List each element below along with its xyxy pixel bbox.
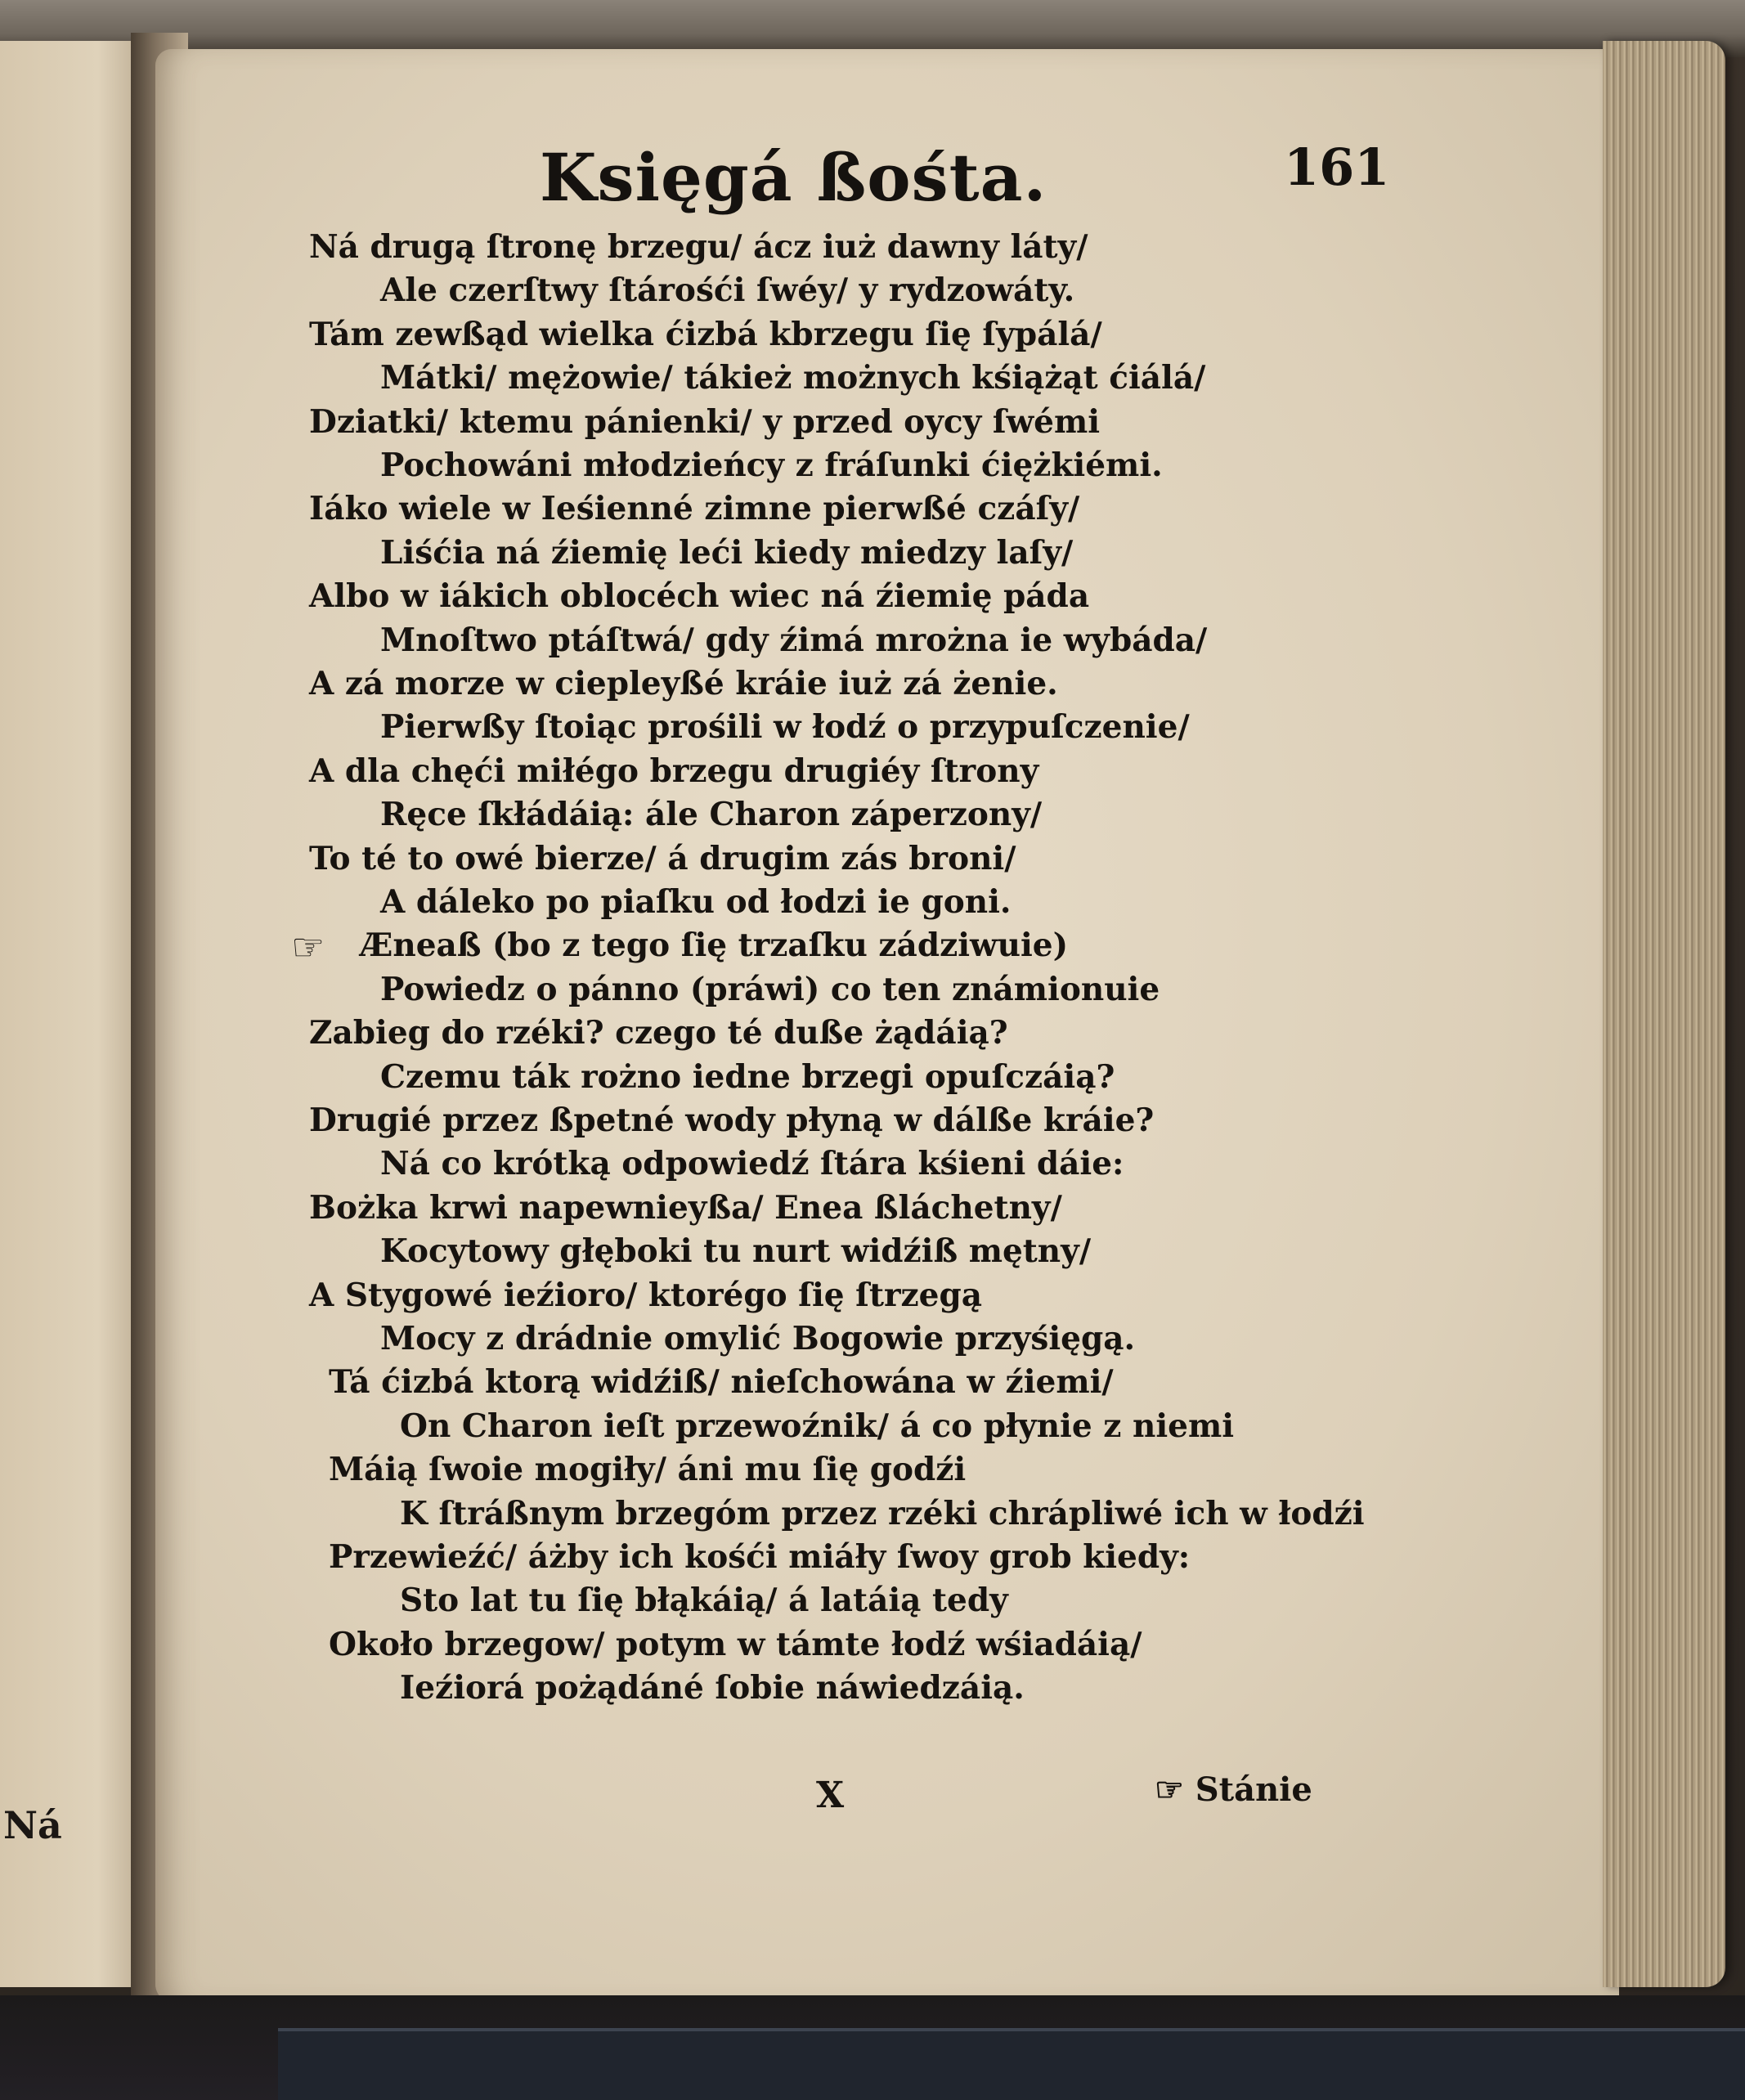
verse-line: Zabieg do rzéki? czego té duße żądáią? — [309, 1014, 1008, 1052]
verse-line: Powiedz o pánno (práwi) co ten známionuie — [380, 970, 1160, 1008]
verse-line: A zá morze w ciepleyßé kráie iuż zá żenie. — [309, 665, 1058, 702]
verse-line: Ná drugą ſtronę brzegu/ ácz iuż dawny láty/ — [309, 228, 1088, 266]
verse-line: Ieźiorá pożądáné ſobie náwiedzáią. — [400, 1669, 1025, 1707]
verse-line: Około brzegow/ potym w támte łodź wśiadáią/ — [329, 1625, 1142, 1663]
running-title: Księgá ßośta. — [540, 139, 1047, 216]
verse-line: On Charon ieſt przewoźnik/ á co płynie z niemi — [400, 1407, 1235, 1445]
catchword-text: Stánie — [1195, 1770, 1312, 1809]
verse-line: A Stygowé ieźioro/ ktorégo ſię ſtrzegą — [309, 1276, 982, 1314]
verse-line: Ná co krótką odpowiedź ſtára kśieni dáie: — [380, 1145, 1124, 1183]
verse-line: Sto lat tu ſię błąkáią/ á latáią tedy — [400, 1582, 1008, 1620]
verse-line: Pierwßy ſtoiąc prośili w łodź o przypuſczenie/ — [380, 708, 1190, 747]
verse-line: Mátki/ mężowie/ tákież możnych kśiążąt ćiálá/ — [380, 359, 1206, 397]
verse-line: Liśćia ná źiemię leći kiedy miedzy laſy/ — [380, 533, 1074, 572]
verse-line: Iáko wiele w Ieśienné zimne pierwßé czáſy/ — [309, 490, 1080, 528]
pilcrow-hand-icon: ☞ — [1155, 1770, 1184, 1809]
verse-line: A dla chęći miłégo brzegu drugiéy ſtrony — [309, 752, 1039, 790]
folio-number: 161 — [1284, 137, 1390, 197]
left-page-fragment: Ná — [3, 1803, 62, 1847]
verse-line: Pochowáni młodzieńcy z fráſunki ćiężkiémi. — [380, 446, 1163, 484]
verse-line: K ſtráßnym brzegóm przez rzéki chrápliwé ich w łodźi — [400, 1494, 1365, 1532]
verse-line: To té to owé bierze/ á drugim zás broni/ — [309, 839, 1016, 877]
verse-line: A dáleko po piaſku od łodzi ie goni. — [380, 883, 1012, 921]
verse-line: Dziatki/ ktemu pánienki/ y przed oycy ſwémi — [309, 402, 1101, 441]
verse-line: Ale czerſtwy ſtárośći ſwéy/ y rydzowáty. — [380, 271, 1075, 310]
verse-line: Mnoſtwo ptáſtwá/ gdy źimá mrożna ie wybáda/ — [380, 621, 1208, 659]
verse-line: Przewieźć/ áżby ich kośći miáły ſwoy grob kiedy: — [329, 1538, 1191, 1576]
paragraph-hand-icon: ☞ — [291, 925, 325, 970]
page-edges — [1603, 41, 1725, 1987]
verse-line: Mocy z drádnie omylić Bogowie przyśięgą. — [380, 1320, 1136, 1357]
verse-line: Máią ſwoie mogiły/ áni mu ſię godźi — [329, 1451, 967, 1489]
cradle-strip — [278, 2028, 1745, 2100]
verse-line: Æneaß (bo z tego ſię trzaſku zádziwuie) — [360, 927, 1069, 965]
verse-line: Drugié przez ßpetné wody płyną w dálße kráie? — [309, 1102, 1155, 1139]
verse-line: Czemu ták rożno iedne brzegi opuſczáią? — [380, 1057, 1115, 1096]
verse-line: Kocytowy głęboki tu nurt widźiß mętny/ — [380, 1232, 1092, 1271]
verse-line: Bożka krwi napewnieyßa/ Enea ßláchetny/ — [309, 1188, 1062, 1227]
verse-line: Ręce ſkłádáią: ále Charon záperzony/ — [380, 796, 1043, 834]
catchword — [1155, 1770, 1312, 1809]
verse-line: Tá ćizbá ktorą widźiß/ nieſchowána w źiemi/ — [329, 1363, 1114, 1402]
verse-line: Albo w iákich oblocéch wiec ná źiemię páda — [309, 577, 1090, 616]
signature-mark: X — [816, 1775, 845, 1816]
verse-line: Tám zewßąd wielka ćizbá kbrzegu ſię ſypálá/ — [309, 315, 1102, 353]
